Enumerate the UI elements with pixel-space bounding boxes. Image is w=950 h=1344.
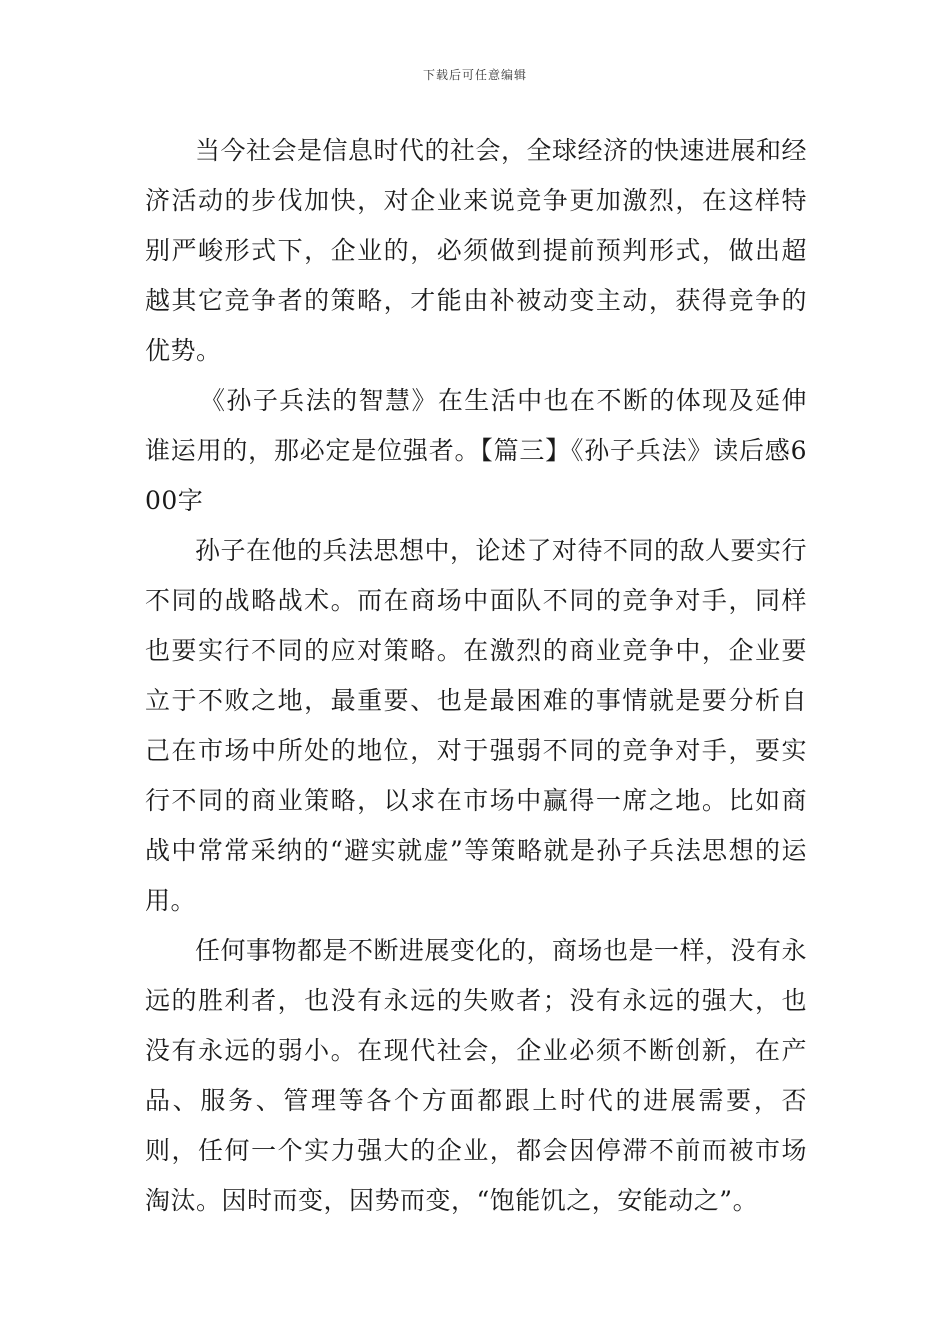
paragraph-3: 孙子在他的兵法思想中，论述了对待不同的敌人要实行不同的战略战术。而在商场中面队不同的竞争对手，同样也要实行不同的应对策略。在激烈的商业竞争中，企业要立于不败之地，最重要、也是最困难的事情就是要分析自己在市场中所处的地位，对于强弱不同的竞争对手，要实行不同的商业策略，以求在市场中赢得一席之地。比如商战中常常采纳的“避实就虚”等策略就是孙子兵法思想的运用。	[145, 536, 808, 915]
document-body	[145, 126, 807, 1226]
paragraph-1: 当今社会是信息时代的社会，全球经济的快速进展和经济活动的步伐加快，对企业来说竞争更加激烈，在这样特别严峻形式下，企业的，必须做到提前预判形式，做出超越其它竞争者的策略，才能由补被动变主动，获得竞争的优势。	[145, 136, 808, 365]
paragraph-4: 任何事物都是不断进展变化的，商场也是一样，没有永远的胜利者，也没有永远的失败者；没有永远的强大，也没有永远的弱小。在现代社会，企业必须不断创新，在产品、服务、管理等各个方面都跟上时代的进展需要，否则，任何一个实力强大的企业，都会因停滞不前而被市场淘汰。因时而变，因势而变，“饱能饥之，安能动之”。	[145, 936, 808, 1215]
header-note: 下载后可任意编辑	[422, 68, 527, 82]
paragraph-2: 《孙子兵法的智慧》在生活中也在不断的体现及延伸谁运用的，那必定是位强者。【篇三】《孙子兵法》读后感600字	[145, 386, 807, 515]
